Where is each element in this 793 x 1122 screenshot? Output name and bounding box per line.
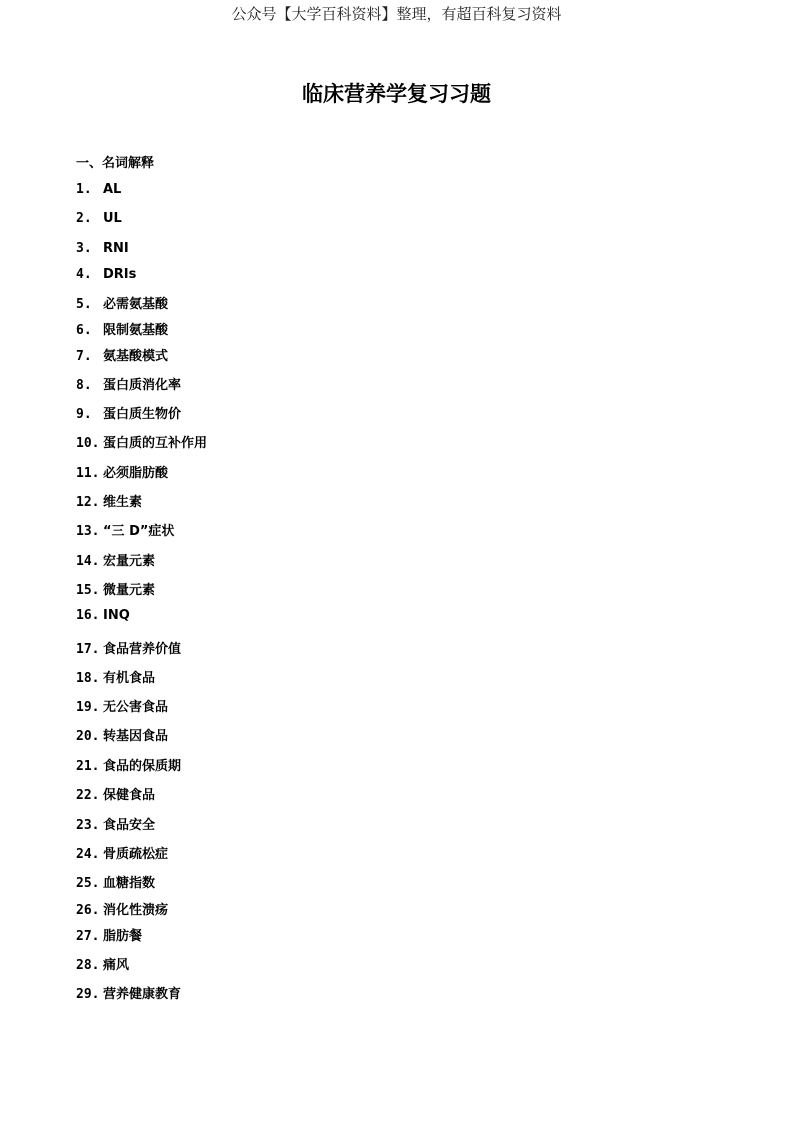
term-text: 转基因食品 [103, 729, 169, 744]
term-text: “三 D”症状 [103, 524, 175, 539]
term-item [76, 983, 181, 1002]
term-text: AL [103, 182, 122, 197]
term-text: 保健食品 [103, 788, 156, 803]
term-item [76, 784, 155, 803]
term-item [76, 211, 122, 226]
term-number: 29. [76, 987, 100, 1002]
term-number: 15. [76, 583, 100, 598]
term-text: 蛋白质消化率 [103, 378, 182, 393]
term-item [76, 696, 168, 715]
term-item [76, 462, 168, 481]
term-text: 消化性溃疡 [103, 903, 169, 918]
term-item [76, 432, 207, 451]
term-text: 脂肪餐 [103, 929, 143, 944]
term-item [76, 667, 155, 686]
term-number: 16. [76, 608, 100, 623]
term-number: 8. [76, 378, 92, 393]
term-text: 必需氨基酸 [103, 297, 169, 312]
term-text: 食品营养价值 [103, 642, 182, 657]
term-text: 氨基酸模式 [103, 349, 169, 364]
term-number: 26. [76, 903, 100, 918]
term-text: 微量元素 [103, 583, 156, 598]
term-item [76, 520, 174, 539]
term-item [76, 638, 181, 657]
term-item [76, 814, 155, 833]
term-number: 28. [76, 958, 100, 973]
term-item [76, 241, 129, 256]
term-text: 宏量元素 [103, 554, 156, 569]
term-text: DRIs [103, 267, 137, 282]
term-number: 9. [76, 407, 92, 422]
term-number: 6. [76, 323, 92, 338]
term-number: 25. [76, 876, 100, 891]
term-item [76, 550, 155, 569]
term-number: 4. [76, 267, 92, 282]
term-number: 18. [76, 671, 100, 686]
term-item [76, 954, 129, 973]
term-text: 限制氨基酸 [103, 323, 169, 338]
term-number: 12. [76, 495, 100, 510]
term-item [76, 345, 168, 364]
term-number: 13. [76, 524, 100, 539]
term-number: 7. [76, 349, 92, 364]
term-text: 骨质疏松症 [103, 847, 169, 862]
term-number: 23. [76, 818, 100, 833]
term-number: 22. [76, 788, 100, 803]
term-number: 3. [76, 241, 92, 256]
term-text: 营养健康教育 [103, 987, 182, 1002]
header-note: 公众号【大学百科资料】整理，有超百科复习资料 [231, 5, 562, 23]
term-item [76, 374, 181, 393]
term-text: 蛋白质的互补作用 [103, 436, 208, 451]
term-number: 11. [76, 466, 100, 481]
term-item [76, 319, 168, 338]
term-item [76, 579, 155, 598]
term-number: 20. [76, 729, 100, 744]
term-number: 24. [76, 847, 100, 862]
term-item [76, 267, 136, 282]
term-number: 19. [76, 700, 100, 715]
term-text: 痛风 [103, 958, 130, 973]
term-number: 17. [76, 642, 100, 657]
section-heading: 一、名词解释 [76, 156, 155, 171]
term-text: 食品安全 [103, 818, 156, 833]
term-number: 10. [76, 436, 100, 451]
term-text: 有机食品 [103, 671, 156, 686]
term-text: 食品的保质期 [103, 759, 182, 774]
term-item [76, 608, 130, 623]
term-text: RNI [103, 241, 129, 256]
term-item [76, 872, 155, 891]
term-item [76, 403, 181, 422]
term-item [76, 725, 168, 744]
term-number: 21. [76, 759, 100, 774]
term-item [76, 755, 181, 774]
term-item [76, 925, 142, 944]
term-text: INQ [103, 608, 130, 623]
term-text: 维生素 [103, 495, 143, 510]
term-text: 无公害食品 [103, 700, 169, 715]
term-number: 27. [76, 929, 100, 944]
term-item [76, 899, 168, 918]
document-title: 临床营养学复习习题 [302, 82, 491, 106]
term-number: 14. [76, 554, 100, 569]
term-text: 必须脂肪酸 [103, 466, 169, 481]
term-item [76, 182, 121, 197]
term-item [76, 491, 142, 510]
term-text: 蛋白质生物价 [103, 407, 182, 422]
term-number: 2. [76, 211, 92, 226]
term-number: 5. [76, 297, 92, 312]
term-item [76, 293, 168, 312]
term-number: 1. [76, 182, 92, 197]
term-item [76, 843, 168, 862]
term-text: UL [103, 211, 122, 226]
term-text: 血糖指数 [103, 876, 156, 891]
